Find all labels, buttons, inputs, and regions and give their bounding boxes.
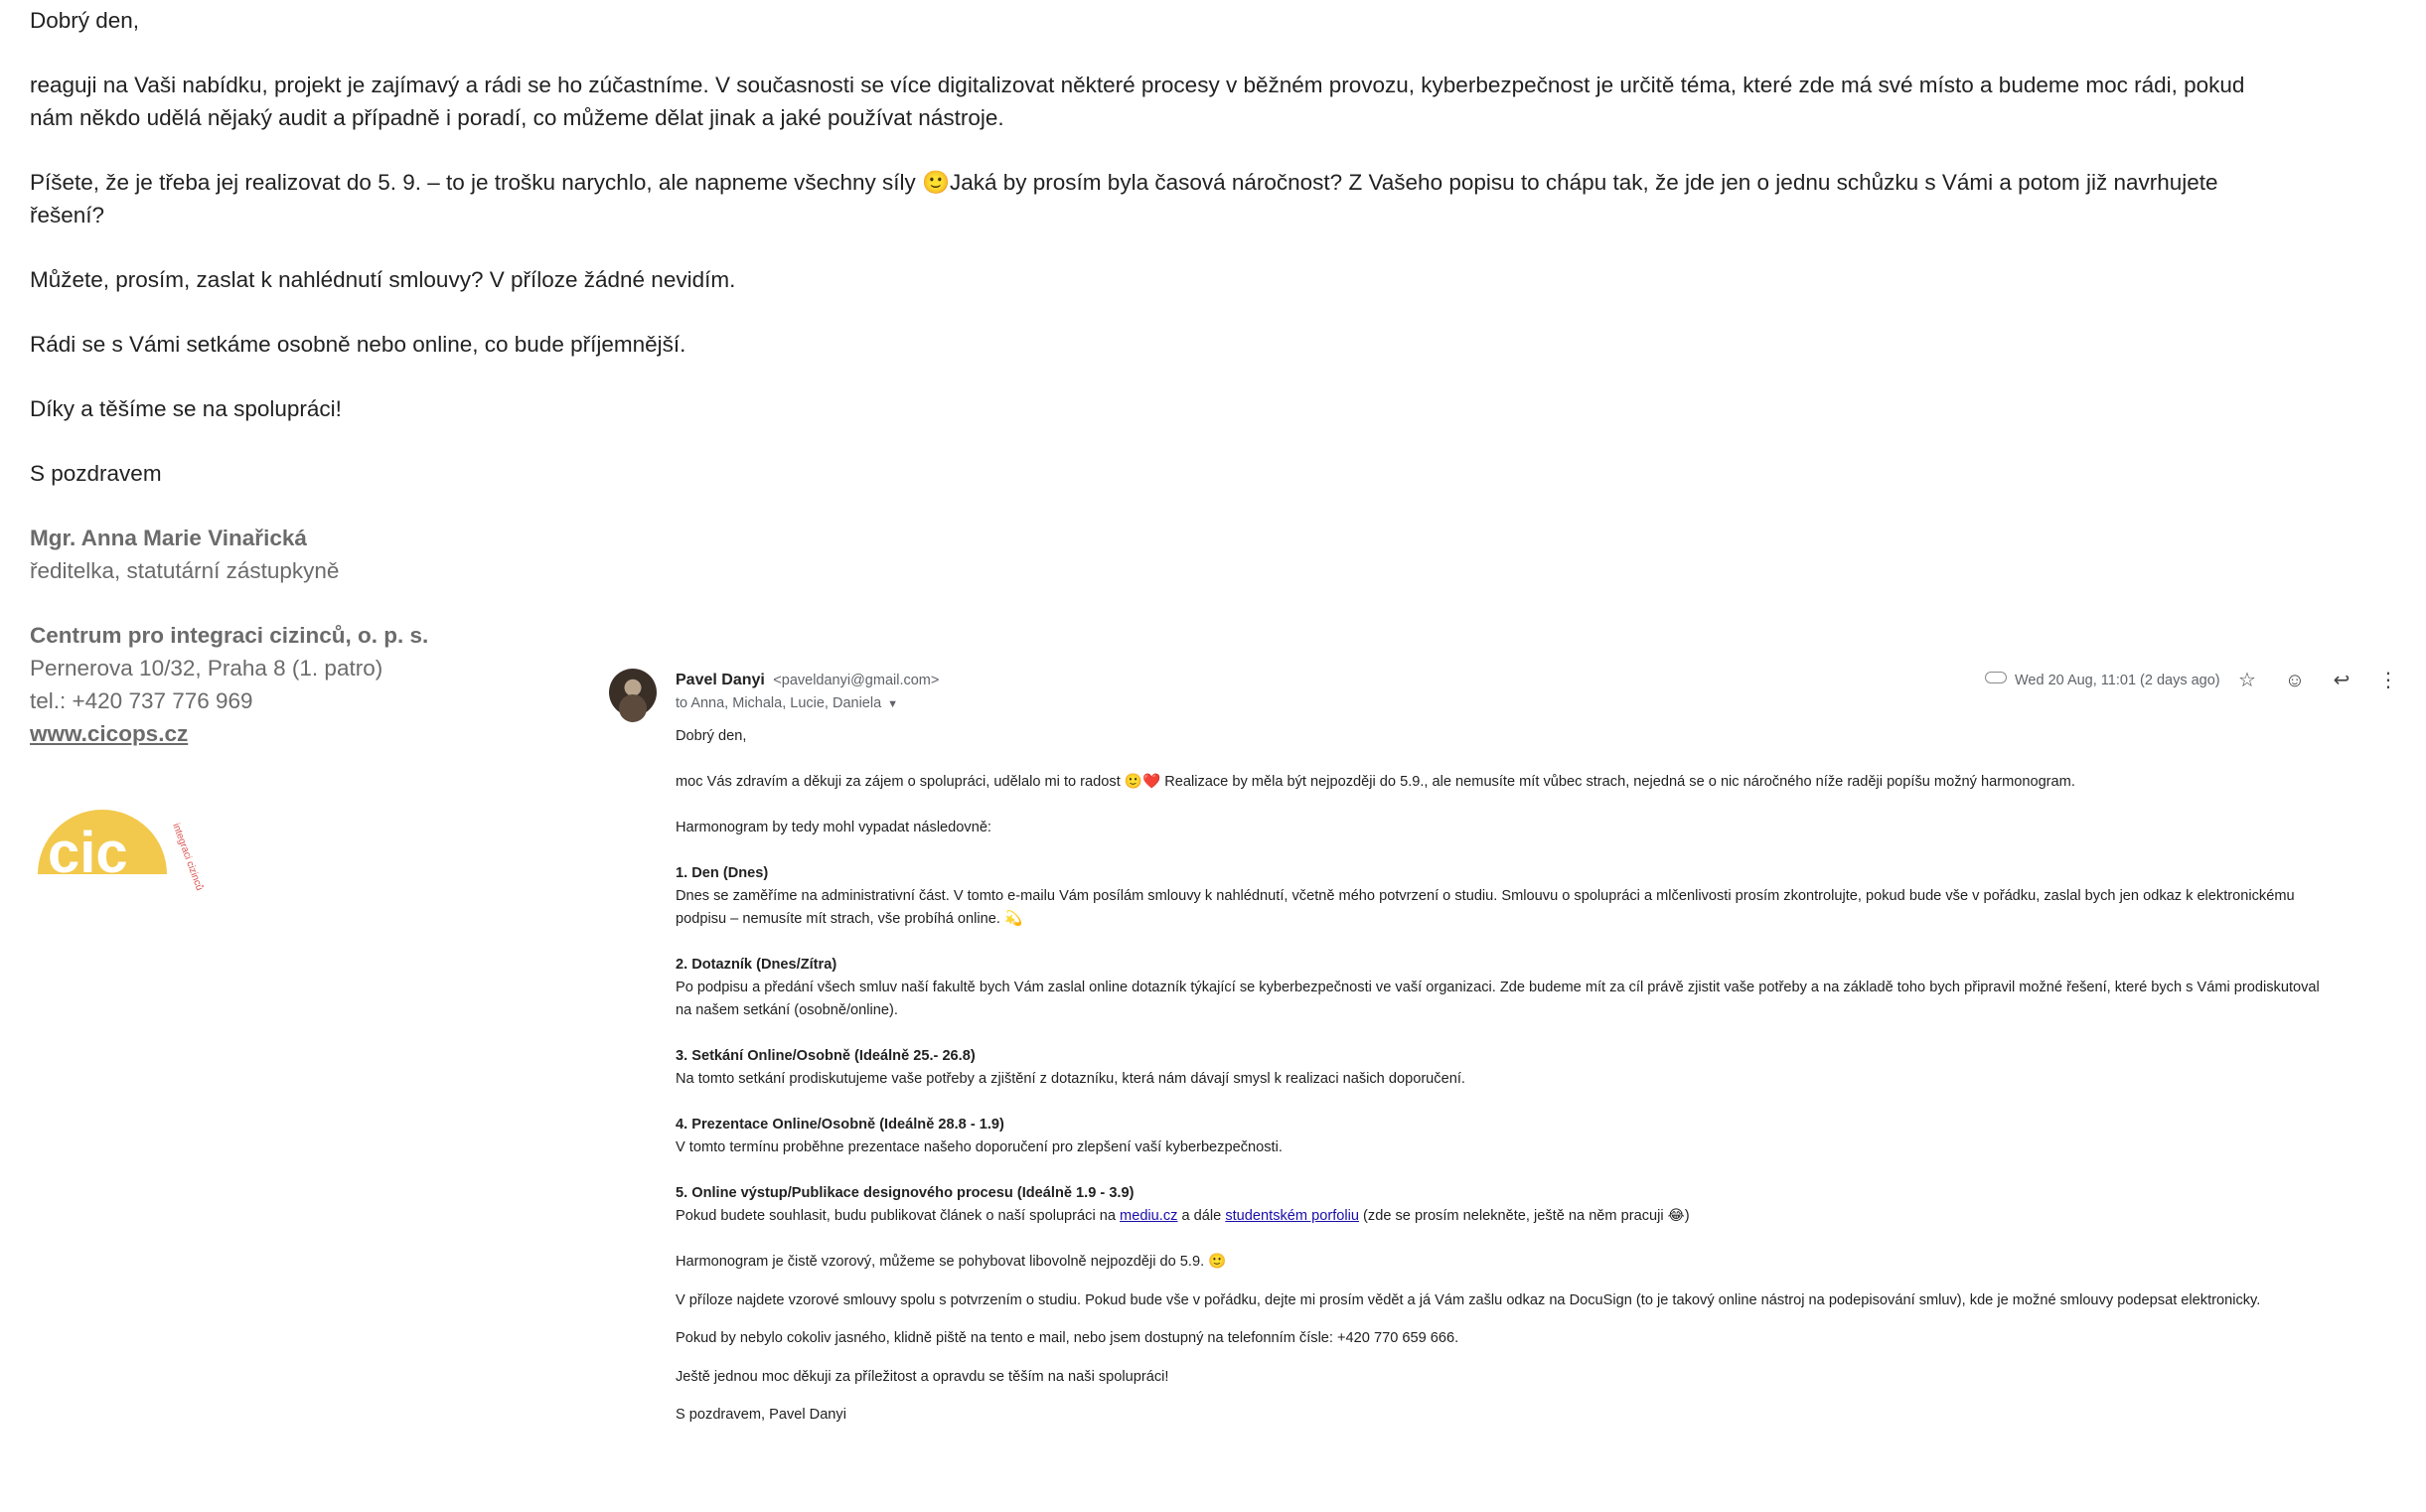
sender-name[interactable]: Pavel Danyi <box>676 672 765 688</box>
step3-title: 3. Setkání Online/Osobně (Ideálně 25.- 26.8) <box>676 1048 976 1064</box>
recipients-line[interactable] <box>676 695 898 711</box>
recipients-dropdown-icon[interactable]: ▼ <box>887 698 899 710</box>
reply-greeting: Dobrý den, <box>676 728 747 744</box>
signature-org: Centrum pro integraci cizinců, o. p. s. <box>30 623 429 648</box>
step5-mid: a dále <box>1177 1208 1226 1224</box>
step5-pre: Pokud budete souhlasit, budu publikovat článek o naší spolupráci na <box>676 1208 1121 1224</box>
attachment-icon <box>1985 672 2007 683</box>
note-contact: Pokud by nebylo cokoliv jasného, klidně piště na tento e mail, nebo jsem dostupný na telefonním čísle: +420 770 659 666. <box>676 1330 1459 1346</box>
harmonogram-intro: Harmonogram by tedy mohl vypadat následovně: <box>676 820 991 835</box>
sender-avatar[interactable] <box>609 669 657 716</box>
step5-line <box>676 1205 1690 1227</box>
note-attachment: V příloze najdete vzorové smlouvy spolu s potvrzením o studiu. Pokud bude vše v pořádku, dejte mi prosím vědět a já Vám zašlu odkaz na DocuSign (to je takový online nástroj na podepisování smluv), kde je možné smlouvy podepsat elektronicky. <box>676 1292 2261 1308</box>
note-harmonogram: Harmonogram je čistě vzorový, můžeme se pohybovat libovolně nejpozději do 5.9. 🙂 <box>676 1254 1227 1270</box>
step4-title: 4. Prezentace Online/Osobně (Ideálně 28.8 - 1.9) <box>676 1117 1004 1133</box>
signature-role: ředitelka, statutární zástupkyně <box>30 558 340 583</box>
signature-address: Pernerova 10/32, Praha 8 (1. patro) <box>30 656 383 680</box>
logo-text: cic <box>48 821 128 885</box>
note-thanks: Ještě jednou moc děkuji za příležitost a opravdu se těším na naši spolupráci! <box>676 1369 1169 1385</box>
message-date-area <box>1985 672 2220 688</box>
star-icon[interactable]: ☆ <box>2238 670 2256 691</box>
reply-intro: moc Vás zdravím a děkuji za zájem o spolupráci, udělalo mi to radost 🙂❤️ Realizace by měla být nejpozději do 5.9., ale nemusíte mít vůbec strach, nejedná se o nic náročného níže raději popíšu možný harmonogram. <box>676 774 2075 790</box>
step2-title: 2. Dotazník (Dnes/Zítra) <box>676 957 837 973</box>
step1-line1: Dnes se zaměříme na administrativní část. V tomto e-mailu Vám posílám smlouvy k nahlédnutí, včetně mého potvrzení o studiu. Smlouvu o spolupráci a mlčenlivosti prosím zkontrolujte, pokud bude vše v pořádku, zaslal bych jen odkaz k elektronickému <box>676 888 2295 904</box>
quoted-para2-line2: řešení? <box>30 203 105 227</box>
step2-line2: na našem setkání (osobně/online). <box>676 1002 898 1018</box>
step1-title: 1. Den (Dnes) <box>676 865 769 881</box>
step2-line1: Po podpisu a předání všech smluv naší fakultě bych Vám zaslal online dotazník týkající se kyberbezpečnosti ve vaší organizaci. Zde budeme mít za cíl právě zjistit vaše potřeby a na základě toho bych připravil možné řešení, které bych s Vámi prodiskutoval <box>676 980 2320 995</box>
quoted-para1-line2: nám někdo udělá nějaký audit a případně i poradí, co můžeme dělat jinak a jaké používat nástroje. <box>30 105 1004 130</box>
message-date: Wed 20 Aug, 11:01 (2 days ago) <box>2015 673 2220 688</box>
cic-logo <box>30 781 205 892</box>
portfolio-link[interactable]: studentském porfoliu <box>1225 1208 1359 1224</box>
sender-email: <paveldanyi@gmail.com> <box>773 673 940 688</box>
quoted-para5: Díky a těšíme se na spolupráci! <box>30 396 342 421</box>
reply-signoff: S pozdravem, Pavel Danyi <box>676 1407 846 1423</box>
quoted-closing: S pozdravem <box>30 461 162 486</box>
more-options-icon[interactable]: ⋮ <box>2378 670 2398 691</box>
mediu-link[interactable]: mediu.cz <box>1120 1208 1178 1224</box>
quoted-para4: Rádi se s Vámi setkáme osobně nebo online, co bude příjemnější. <box>30 332 686 357</box>
quoted-para1-line1: reaguji na Vaši nabídku, projekt je zajímavý a rádi se ho zúčastníme. V současnosti se více digitalizovat některé procesy v běžném provozu, kyberbezpečnost je určitě téma, které zde má své místo a budeme moc rádi, pokud <box>30 73 2245 97</box>
message-sender <box>676 672 939 689</box>
step3-line1: Na tomto setkání prodiskutujeme vaše potřeby a zjištění z dotazníku, která nám dávají smysl k realizaci našich doporučení. <box>676 1071 1465 1087</box>
logo-small-text: integraci cizinců <box>170 822 205 892</box>
recipients-text: to Anna, Michala, Lucie, Daniela <box>676 695 882 711</box>
step1-line2: podpisu – nemusíte mít strach, vše probíhá online. 💫 <box>676 911 1023 927</box>
step5-post: (zde se prosím nelekněte, ještě na něm pracuji 😂) <box>1359 1208 1690 1224</box>
signature-phone: tel.: +420 737 776 969 <box>30 688 253 713</box>
quoted-para2-line1: Píšete, že je třeba jej realizovat do 5. 9. – to je trošku narychlo, ale napneme všechny síly 🙂Jaká by prosím byla časová náročnost? Z Vašeho popisu to chápu tak, že jde jen o jednu schůzku s Vámi a potom již navrhujete <box>30 170 2218 195</box>
emoji-react-icon[interactable]: ☺ <box>2284 670 2306 691</box>
reply-icon[interactable]: ↩ <box>2333 670 2350 691</box>
signature-web-link[interactable]: www.cicops.cz <box>30 721 189 746</box>
quoted-greeting: Dobrý den, <box>30 8 140 33</box>
step5-title: 5. Online výstup/Publikace designového procesu (Ideálně 1.9 - 3.9) <box>676 1185 1135 1201</box>
signature-name: Mgr. Anna Marie Vinařická <box>30 526 307 550</box>
step4-line1: V tomto termínu proběhne prezentace našeho doporučení pro zlepšení vaší kyberbezpečnosti. <box>676 1139 1283 1155</box>
quoted-para3: Můžete, prosím, zaslat k nahlédnutí smlouvy? V příloze žádné nevidím. <box>30 267 736 292</box>
